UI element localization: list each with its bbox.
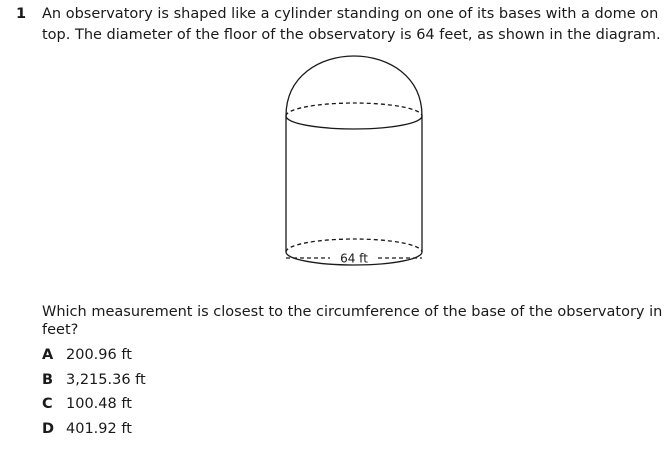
choice-d[interactable] bbox=[42, 417, 146, 442]
question-prompt: Which measurement is closest to the circumference of the base of the observatory in feet? bbox=[42, 304, 663, 338]
choice-text: 100.48 ft bbox=[66, 396, 132, 412]
base-ellipse-back bbox=[286, 239, 422, 252]
observatory-diagram bbox=[270, 44, 440, 274]
choice-letter: B bbox=[42, 371, 54, 388]
top-ellipse-front bbox=[286, 116, 422, 129]
choice-text: 3,215.36 ft bbox=[66, 371, 146, 388]
choice-text: 200.96 ft bbox=[66, 347, 132, 363]
question-number: 1 bbox=[16, 6, 27, 22]
choice-letter: A bbox=[42, 347, 54, 363]
choice-text: 401.92 ft bbox=[66, 420, 132, 437]
choice-letter: D bbox=[42, 420, 55, 437]
choice-c[interactable] bbox=[42, 392, 146, 417]
top-ellipse-back bbox=[286, 103, 422, 116]
choice-a[interactable] bbox=[42, 343, 146, 368]
diameter-label: 64 ft bbox=[340, 251, 368, 266]
choice-b[interactable] bbox=[42, 368, 146, 393]
choice-letter: C bbox=[42, 396, 53, 412]
answer-choices bbox=[42, 343, 146, 441]
question-stem: An observatory is shaped like a cylinder standing on one of its bases with a dome on top. The diameter of the floor of the observatory is 64 feet, as shown in the diagram. bbox=[42, 6, 661, 43]
